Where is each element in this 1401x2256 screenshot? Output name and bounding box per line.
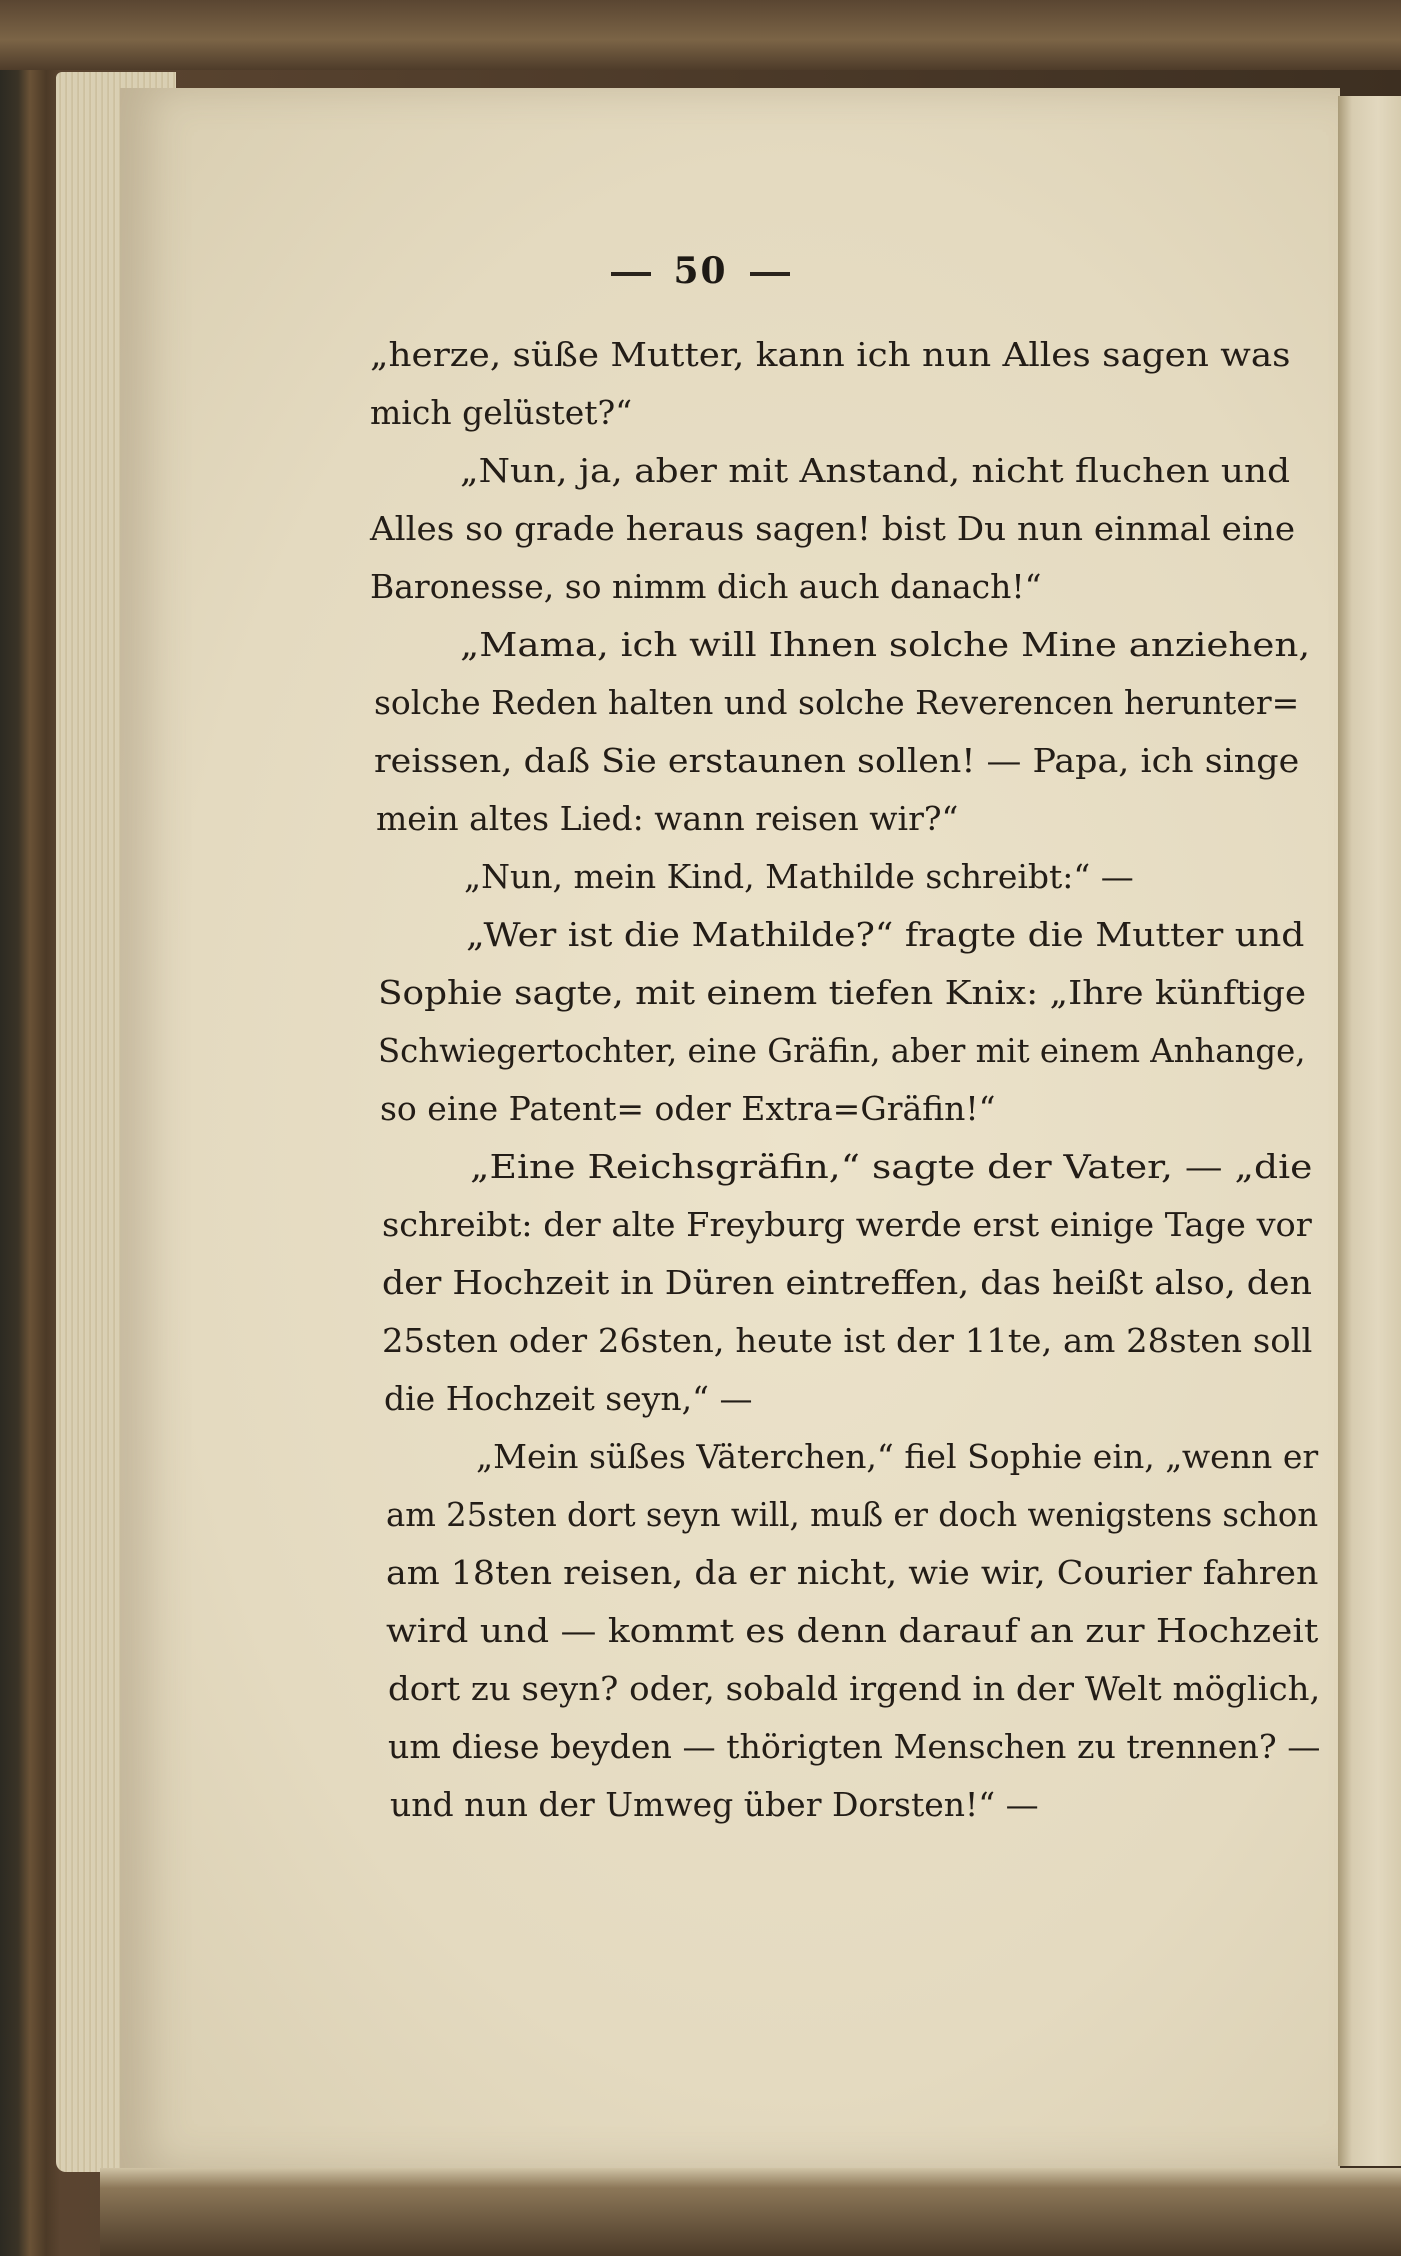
text-line: die Hochzeit seyn,“ — bbox=[384, 1379, 753, 1418]
text-line: mich gelüstet?“ bbox=[370, 393, 633, 432]
next-page-edge bbox=[1338, 96, 1401, 2166]
text-line: am 18ten reisen, da er nicht, wie wir, Courier fahren bbox=[386, 1553, 1319, 1592]
text-line: „herze, süße Mutter, kann ich nun Alles sagen was bbox=[370, 335, 1291, 374]
book-bottom-edge bbox=[100, 2168, 1401, 2256]
text-line: Schwiegertochter, eine Gräfin, aber mit einem Anhange, bbox=[378, 1031, 1306, 1070]
text-line: „Mama, ich will Ihnen solche Mine anziehen, bbox=[460, 625, 1311, 664]
text-line: „Nun, ja, aber mit Anstand, nicht fluchen und bbox=[460, 451, 1291, 490]
text-line: „Mein süßes Väterchen,“ fiel Sophie ein, „wenn er bbox=[476, 1437, 1319, 1476]
text-line: mein altes Lied: wann reisen wir?“ bbox=[376, 799, 959, 838]
text-line: „Wer ist die Mathilde?“ fragte die Mutter und bbox=[466, 915, 1305, 954]
page-number-dash-right bbox=[750, 272, 790, 276]
text-line: „Eine Reichsgräfin,“ sagte der Vater, — „die bbox=[470, 1147, 1313, 1186]
text-line: um diese beyden — thörigten Menschen zu trennen? — bbox=[388, 1727, 1321, 1766]
text-line: und nun der Umweg über Dorsten!“ — bbox=[390, 1785, 1039, 1824]
text-line: Baronesse, so nimm dich auch danach!“ bbox=[370, 567, 1042, 606]
page-number-dash-left bbox=[611, 272, 651, 276]
text-line: reissen, daß Sie erstaunen sollen! — Papa, ich singe bbox=[374, 741, 1300, 780]
text-line: so eine Patent= oder Extra=Gräfin!“ bbox=[380, 1089, 996, 1128]
text-line: am 25sten dort seyn will, muß er doch wenigstens schon bbox=[386, 1495, 1319, 1534]
page-number-value: 50 bbox=[673, 250, 728, 292]
text-line: wird und — kommt es denn darauf an zur Hochzeit bbox=[386, 1611, 1319, 1650]
text-line: Sophie sagte, mit einem tiefen Knix: „Ihre künftige bbox=[378, 973, 1307, 1012]
text-line: solche Reden halten und solche Reverencen herunter= bbox=[374, 683, 1300, 722]
text-line: 25sten oder 26sten, heute ist der 11te, am 28sten soll bbox=[382, 1321, 1313, 1360]
book-cover-top bbox=[0, 0, 1401, 70]
text-line: „Nun, mein Kind, Mathilde schreibt:“ — bbox=[464, 857, 1134, 896]
text-line: dort zu seyn? oder, sobald irgend in der Welt möglich, bbox=[388, 1669, 1321, 1708]
text-line: schreibt: der alte Freyburg werde erst einige Tage vor bbox=[382, 1205, 1312, 1244]
text-line: Alles so grade heraus sagen! bist Du nun einmal eine bbox=[370, 509, 1296, 548]
text-line: der Hochzeit in Düren eintreffen, das heißt also, den bbox=[382, 1263, 1312, 1302]
page-number bbox=[0, 250, 1401, 292]
